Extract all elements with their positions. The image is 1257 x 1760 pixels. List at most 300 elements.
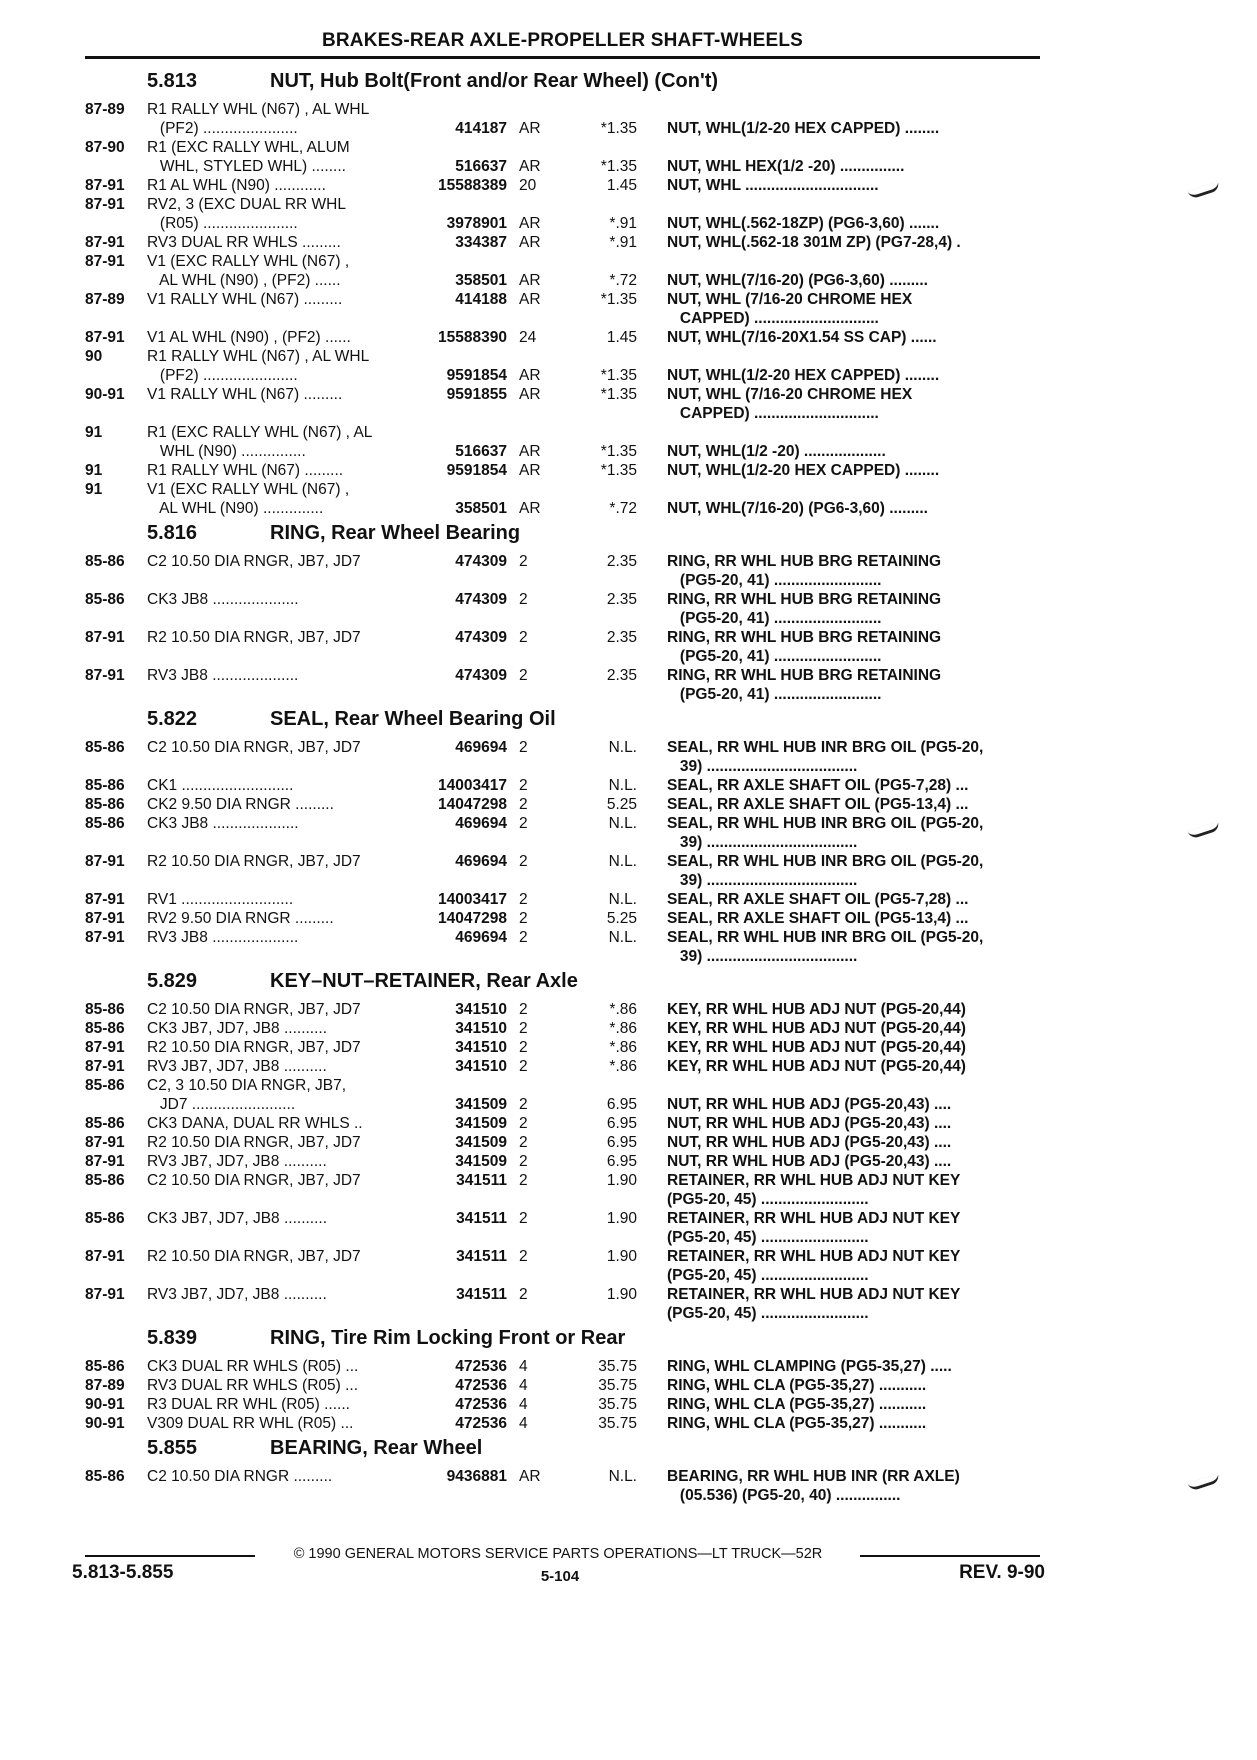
parts-row: [85, 909, 1045, 928]
price: 6.95: [606, 1115, 637, 1132]
part-number: [427, 647, 507, 666]
part-number: 14003417: [438, 777, 507, 794]
description: SEAL, RR WHL HUB INR BRG OIL (PG5-20,: [667, 929, 984, 946]
description: KEY, RR WHL HUB ADJ NUT (PG5-20,44): [667, 1058, 966, 1075]
model-year: 87-91: [85, 929, 125, 946]
part-number: 469694: [455, 929, 507, 946]
part-number: 341509: [455, 1096, 507, 1113]
application: RV3 DUAL RR WHLS .........: [147, 234, 341, 251]
application: CK3 JB7, JD7, JB8 ..........: [147, 1020, 328, 1037]
part-number: 341509: [455, 1115, 507, 1132]
price: *.86: [609, 1001, 637, 1018]
model-year: 90-91: [85, 1415, 125, 1432]
quantity: [507, 833, 552, 852]
description: [637, 195, 1007, 214]
quantity: 2: [519, 1153, 528, 1170]
price: N.L.: [608, 929, 637, 946]
part-number: 474309: [455, 553, 507, 570]
part-number: 341510: [455, 1039, 507, 1056]
part-number: 414188: [455, 291, 507, 308]
part-number: 341509: [455, 1153, 507, 1170]
part-number: 9436881: [446, 1468, 507, 1485]
part-number: 9591854: [446, 462, 507, 479]
model-year: [85, 647, 147, 666]
price: [552, 1076, 637, 1095]
parts-row: [85, 100, 1045, 119]
quantity: [507, 138, 552, 157]
quantity: [507, 1228, 552, 1247]
part-number: 15588390: [438, 329, 507, 346]
model-year: 87-91: [85, 1058, 125, 1075]
description: SEAL, RR WHL HUB INR BRG OIL (PG5-20,: [667, 853, 984, 870]
description: [637, 347, 1007, 366]
model-year: 85-86: [85, 1077, 125, 1094]
parts-row: [85, 461, 1045, 480]
application: RV2, 3 (EXC DUAL RR WHL: [147, 196, 346, 213]
description: NUT, WHL(1/2-20 HEX CAPPED) ........: [667, 120, 940, 137]
section-number: 5.839: [147, 1327, 198, 1349]
quantity: AR: [519, 215, 541, 232]
parts-row: [85, 1228, 1045, 1247]
price: *.72: [609, 272, 637, 289]
parts-row: [85, 1247, 1045, 1266]
description: NUT, WHL(7/16-20) (PG6-3,60) .........: [667, 272, 928, 289]
footer-revision: REV. 9-90: [959, 1562, 1045, 1583]
quantity: [507, 685, 552, 704]
application: C2 10.50 DIA RNGR .........: [147, 1468, 333, 1485]
part-number: [427, 833, 507, 852]
part-number: [427, 1190, 507, 1209]
description: SEAL, RR AXLE SHAFT OIL (PG5-7,28) ...: [667, 891, 969, 908]
application: CK3 JB8 ....................: [147, 591, 299, 608]
price: 5.25: [606, 796, 637, 813]
quantity: [507, 423, 552, 442]
description: RETAINER, RR WHL HUB ADJ NUT KEY: [667, 1248, 961, 1265]
part-number: 9591854: [446, 367, 507, 384]
description: [637, 138, 1007, 157]
model-year: [85, 1228, 147, 1247]
quantity: 2: [519, 1115, 528, 1132]
application: RV3 JB7, JD7, JB8 ..........: [147, 1286, 327, 1303]
description: [637, 423, 1007, 442]
part-number: 14003417: [438, 891, 507, 908]
description: RING, WHL CLA (PG5-35,27) ...........: [667, 1396, 927, 1413]
quantity: AR: [519, 272, 541, 289]
application: R1 AL WHL (N90) ............: [147, 177, 326, 194]
parts-row: [85, 685, 1045, 704]
parts-row: [85, 1171, 1045, 1190]
section-title: RING, Rear Wheel Bearing: [270, 522, 521, 544]
quantity: [507, 1076, 552, 1095]
description: [637, 1076, 1007, 1095]
application: R3 DUAL RR WHL (R05) ......: [147, 1396, 350, 1413]
quantity: [507, 309, 552, 328]
application: R1 RALLY WHL (N67) .........: [147, 462, 344, 479]
part-number: 474309: [455, 629, 507, 646]
description: CAPPED) .............................: [667, 310, 879, 327]
parts-row: [85, 157, 1045, 176]
application: RV3 JB8 ....................: [147, 929, 299, 946]
quantity: 2: [519, 1039, 528, 1056]
section-number: 5.855: [147, 1437, 198, 1459]
description: (05.536) (PG5-20, 40) ...............: [667, 1487, 901, 1504]
price: *1.35: [600, 291, 637, 308]
price: N.L.: [608, 739, 637, 756]
description: CAPPED) .............................: [667, 405, 879, 422]
application: AL WHL (N90) ..............: [147, 500, 324, 517]
price: 1.90: [606, 1210, 637, 1227]
parts-row: [85, 347, 1045, 366]
application: CK1 ..........................: [147, 777, 294, 794]
quantity: 2: [519, 1286, 528, 1303]
application: [147, 1190, 427, 1209]
model-year: [85, 271, 147, 290]
application: (R05) ......................: [147, 215, 298, 232]
model-year: 87-91: [85, 1153, 125, 1170]
model-year: 87-91: [85, 234, 125, 251]
part-number: [427, 1228, 507, 1247]
quantity: AR: [519, 367, 541, 384]
parts-row: [85, 1285, 1045, 1304]
price: [552, 100, 637, 119]
quantity: [507, 480, 552, 499]
parts-row: [85, 1114, 1045, 1133]
application: R2 10.50 DIA RNGR, JB7, JD7: [147, 1134, 361, 1151]
application: WHL, STYLED WHL) ........: [147, 158, 346, 175]
description: NUT, WHL(7/16-20) (PG6-3,60) .........: [667, 500, 928, 517]
description: 39) ...................................: [667, 834, 858, 851]
part-number: [427, 100, 507, 119]
section-heading: [85, 966, 1045, 1000]
parts-row: [85, 233, 1045, 252]
quantity: 2: [519, 1210, 528, 1227]
parts-row: [85, 499, 1045, 518]
model-year: 90-91: [85, 386, 125, 403]
quantity: 2: [519, 910, 528, 927]
quantity: [507, 252, 552, 271]
model-year: 85-86: [85, 553, 125, 570]
quantity: AR: [519, 120, 541, 137]
parts-row: [85, 385, 1045, 404]
quantity: [507, 100, 552, 119]
price: 6.95: [606, 1096, 637, 1113]
parts-row: [85, 290, 1045, 309]
description: 39) ...................................: [667, 872, 858, 889]
price: [552, 138, 637, 157]
application: R2 10.50 DIA RNGR, JB7, JD7: [147, 853, 361, 870]
price: 35.75: [598, 1396, 637, 1413]
model-year: 85-86: [85, 591, 125, 608]
part-number: 341511: [456, 1172, 507, 1189]
quantity: [507, 571, 552, 590]
model-year: 85-86: [85, 1358, 125, 1375]
parts-row: [85, 1095, 1045, 1114]
part-number: 474309: [455, 667, 507, 684]
price: *1.35: [600, 158, 637, 175]
quantity: [507, 1486, 552, 1505]
price: *.86: [609, 1020, 637, 1037]
description: (PG5-20, 41) .........................: [667, 686, 882, 703]
description: NUT, RR WHL HUB ADJ (PG5-20,43) ....: [667, 1134, 952, 1151]
part-number: [427, 404, 507, 423]
description: [637, 252, 1007, 271]
application: [147, 1486, 427, 1505]
part-number: 334387: [455, 234, 507, 251]
price: [552, 480, 637, 499]
model-year: 85-86: [85, 1468, 125, 1485]
price: *1.35: [600, 120, 637, 137]
description: SEAL, RR AXLE SHAFT OIL (PG5-7,28) ...: [667, 777, 969, 794]
price: 1.45: [606, 329, 637, 346]
quantity: 2: [519, 891, 528, 908]
price: 35.75: [598, 1377, 637, 1394]
part-number: 358501: [455, 500, 507, 517]
parts-listing: [85, 66, 1045, 1505]
parts-row: [85, 423, 1045, 442]
price: [552, 571, 637, 590]
part-number: 341511: [456, 1286, 507, 1303]
parts-row: [85, 119, 1045, 138]
part-number: 469694: [455, 739, 507, 756]
header-rule: [85, 56, 1040, 59]
part-number: [427, 252, 507, 271]
price: 35.75: [598, 1358, 637, 1375]
part-number: [427, 571, 507, 590]
application: R1 RALLY WHL (N67) , AL WHL: [147, 101, 370, 118]
price: [552, 309, 637, 328]
price: [552, 871, 637, 890]
application: V1 RALLY WHL (N67) .........: [147, 291, 343, 308]
model-year: [85, 1095, 147, 1114]
quantity: 2: [519, 796, 528, 813]
parts-row: [85, 833, 1045, 852]
price: *1.35: [600, 367, 637, 384]
quantity: 2: [519, 1058, 528, 1075]
section-heading: [85, 704, 1045, 738]
quantity: AR: [519, 291, 541, 308]
model-year: [85, 1190, 147, 1209]
parts-row: [85, 628, 1045, 647]
price: *.91: [609, 234, 637, 251]
parts-row: [85, 1190, 1045, 1209]
part-number: 15588389: [438, 177, 507, 194]
parts-row: [85, 1152, 1045, 1171]
price: [552, 647, 637, 666]
quantity: 2: [519, 853, 528, 870]
quantity: 2: [519, 1134, 528, 1151]
parts-row: [85, 795, 1045, 814]
price: N.L.: [608, 891, 637, 908]
price: [552, 757, 637, 776]
part-number: [427, 480, 507, 499]
parts-row: [85, 442, 1045, 461]
parts-row: [85, 1414, 1045, 1433]
quantity: AR: [519, 386, 541, 403]
price: 35.75: [598, 1415, 637, 1432]
quantity: [507, 1266, 552, 1285]
description: NUT, WHL (7/16-20 CHROME HEX: [667, 386, 913, 403]
quantity: [507, 647, 552, 666]
model-year: 87-91: [85, 329, 125, 346]
price: [552, 833, 637, 852]
description: RING, WHL CLAMPING (PG5-35,27) .....: [667, 1358, 952, 1375]
model-year: [85, 1304, 147, 1323]
application: C2, 3 10.50 DIA RNGR, JB7,: [147, 1077, 347, 1094]
price: [552, 685, 637, 704]
model-year: [85, 757, 147, 776]
price: [552, 1228, 637, 1247]
application: C2 10.50 DIA RNGR, JB7, JD7: [147, 1172, 361, 1189]
part-number: [427, 1266, 507, 1285]
quantity: 2: [519, 777, 528, 794]
description: (PG5-20, 41) .........................: [667, 648, 882, 665]
part-number: [427, 1486, 507, 1505]
model-year: [85, 947, 147, 966]
footer-copyright: © 1990 GENERAL MOTORS SERVICE PARTS OPERATIONS—LT TRUCK—52R: [293, 1546, 823, 1562]
parts-row: [85, 757, 1045, 776]
part-number: 341510: [455, 1058, 507, 1075]
part-number: 472536: [455, 1358, 507, 1375]
part-number: 341510: [455, 1020, 507, 1037]
part-number: [427, 347, 507, 366]
model-year: [85, 119, 147, 138]
section-heading: [85, 1433, 1045, 1467]
quantity: 2: [519, 591, 528, 608]
price: [552, 404, 637, 423]
description: RING, WHL CLA (PG5-35,27) ...........: [667, 1377, 927, 1394]
description: RING, RR WHL HUB BRG RETAINING: [667, 553, 942, 570]
section-heading: [85, 518, 1045, 552]
price: N.L.: [608, 853, 637, 870]
model-year: [85, 685, 147, 704]
quantity: [507, 347, 552, 366]
part-number: [427, 757, 507, 776]
application: [147, 1228, 427, 1247]
quantity: [507, 609, 552, 628]
quantity: [507, 871, 552, 890]
quantity: [507, 195, 552, 214]
model-year: [85, 571, 147, 590]
parts-row: [85, 814, 1045, 833]
model-year: [85, 157, 147, 176]
parts-row: [85, 1486, 1045, 1505]
part-number: 414187: [455, 120, 507, 137]
model-year: 90: [85, 348, 103, 365]
parts-row: [85, 1467, 1045, 1486]
model-year: 85-86: [85, 796, 125, 813]
part-number: 358501: [455, 272, 507, 289]
application: R2 10.50 DIA RNGR, JB7, JD7: [147, 629, 361, 646]
price: [552, 1190, 637, 1209]
application: R2 10.50 DIA RNGR, JB7, JD7: [147, 1039, 361, 1056]
quantity: AR: [519, 158, 541, 175]
application: [147, 609, 427, 628]
description: NUT, RR WHL HUB ADJ (PG5-20,43) ....: [667, 1115, 952, 1132]
application: JD7 ........................: [147, 1096, 296, 1113]
parts-row: [85, 1266, 1045, 1285]
description: [637, 100, 1007, 119]
application: [147, 1266, 427, 1285]
quantity: 2: [519, 1096, 528, 1113]
price: 5.25: [606, 910, 637, 927]
quantity: 4: [519, 1396, 528, 1413]
parts-row: [85, 252, 1045, 271]
description: NUT, WHL(7/16-20X1.54 SS CAP) ......: [667, 329, 937, 346]
application: CK3 JB7, JD7, JB8 ..........: [147, 1210, 328, 1227]
description: RETAINER, RR WHL HUB ADJ NUT KEY: [667, 1286, 961, 1303]
parts-row: [85, 666, 1045, 685]
description: NUT, WHL(1/2-20 HEX CAPPED) ........: [667, 462, 940, 479]
model-year: [85, 609, 147, 628]
application: CK3 DANA, DUAL RR WHLS ..: [147, 1115, 363, 1132]
application: R1 (EXC RALLY WHL (N67) , AL: [147, 424, 373, 441]
parts-row: [85, 214, 1045, 233]
description: NUT, WHL(1/2 -20) ...................: [667, 443, 886, 460]
description: NUT, WHL ...............................: [667, 177, 879, 194]
price: 1.45: [606, 177, 637, 194]
parts-row: [85, 852, 1045, 871]
price: *.91: [609, 215, 637, 232]
part-number: [427, 1076, 507, 1095]
model-year: [85, 499, 147, 518]
model-year: [85, 442, 147, 461]
application: RV2 9.50 DIA RNGR .........: [147, 910, 334, 927]
price: 1.90: [606, 1248, 637, 1265]
model-year: 87-91: [85, 1039, 125, 1056]
model-year: 85-86: [85, 815, 125, 832]
parts-row: [85, 480, 1045, 499]
punch-mark-icon: [1187, 821, 1220, 839]
parts-row: [85, 1395, 1045, 1414]
description: NUT, WHL (7/16-20 CHROME HEX: [667, 291, 913, 308]
price: N.L.: [608, 777, 637, 794]
application: RV3 JB8 ....................: [147, 667, 299, 684]
punch-mark-icon: [1187, 181, 1220, 199]
parts-row: [85, 890, 1045, 909]
application: AL WHL (N90) , (PF2) ......: [147, 272, 341, 289]
part-number: [427, 195, 507, 214]
price: *1.35: [600, 386, 637, 403]
application: [147, 404, 427, 423]
quantity: AR: [519, 234, 541, 251]
part-number: [427, 423, 507, 442]
application: [147, 947, 427, 966]
part-number: 474309: [455, 591, 507, 608]
part-number: [427, 609, 507, 628]
section-number: 5.822: [147, 708, 198, 730]
quantity: 2: [519, 1172, 528, 1189]
application: C2 10.50 DIA RNGR, JB7, JD7: [147, 553, 361, 570]
application: RV3 JB7, JD7, JB8 ..........: [147, 1058, 327, 1075]
model-year: 85-86: [85, 1115, 125, 1132]
quantity: [507, 1190, 552, 1209]
description: RETAINER, RR WHL HUB ADJ NUT KEY: [667, 1172, 961, 1189]
parts-row: [85, 928, 1045, 947]
quantity: AR: [519, 462, 541, 479]
model-year: 91: [85, 462, 103, 479]
part-number: [427, 947, 507, 966]
parts-row: [85, 1038, 1045, 1057]
model-year: [85, 1266, 147, 1285]
section-number: 5.813: [147, 70, 198, 92]
model-year: 87-91: [85, 253, 125, 270]
price: [552, 195, 637, 214]
model-year: [85, 404, 147, 423]
section-title: NUT, Hub Bolt(Front and/or Rear Wheel) (Con't): [270, 70, 719, 92]
application: [147, 647, 427, 666]
application: [147, 1304, 427, 1323]
quantity: AR: [519, 443, 541, 460]
